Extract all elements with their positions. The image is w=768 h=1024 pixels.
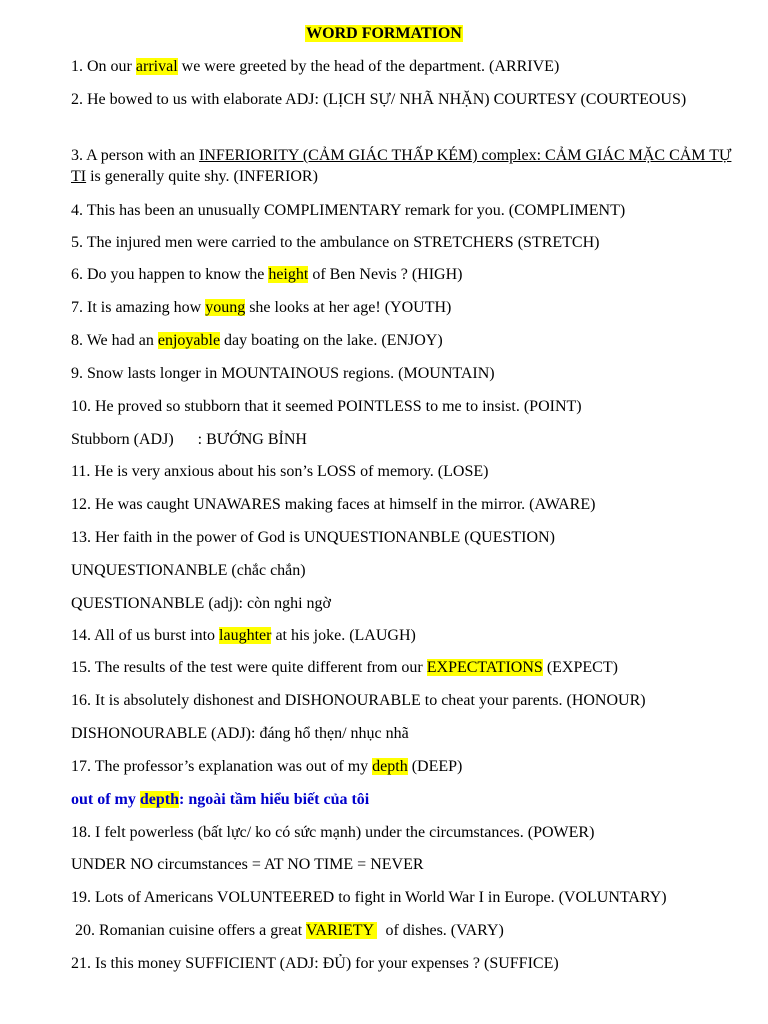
exercise-item-3: 3. A person with an INFERIORITY (CẢM GIÁC THẤP KÉM) complex: CẢM GIÁC MẶC CẢM TỰ TI is generally quite shy. (INFERIOR) <box>71 147 732 185</box>
exercise-item-8: 8. We had an enjoyable day boating on the lake. (ENJOY) <box>71 332 443 349</box>
exercise-item-9: 9. Snow lasts longer in MOUNTAINOUS regions. (MOUNTAIN) <box>71 365 495 382</box>
exercise-item-20: 20. Romanian cuisine offers a great VARIETY of dishes. (VARY) <box>71 922 504 939</box>
answer-highlight: height <box>268 266 309 283</box>
answer-highlight: arrival <box>135 58 178 75</box>
answer-highlight: depth <box>372 758 408 775</box>
exercise-item-4: 4. This has been an unusually COMPLIMENTARY remark for you. (COMPLIMENT) <box>71 202 626 219</box>
exercise-item-13: 13. Her faith in the power of God is UNQUESTIONANBLE (QUESTION) <box>71 529 555 546</box>
exercise-item-7: 7. It is amazing how young she looks at her age! (YOUTH) <box>71 299 452 316</box>
vocab-note-questionable: QUESTIONANBLE (adj): còn nghi ngờ <box>71 595 331 612</box>
exercise-item-18: 18. I felt powerless (bất lực/ ko có sức mạnh) under the circumstances. (POWER) <box>71 824 595 841</box>
vocab-note-dishonourable: DISHONOURABLE (ADJ): đáng hổ thẹn/ nhục nhã <box>71 725 409 742</box>
exercise-item-2: 2. He bowed to us with elaborate ADJ: (LỊCH SỰ/ NHÃ NHẶN) COURTESY (COURTEOUS) <box>71 91 687 108</box>
exercise-item-14: 14. All of us burst into laughter at his joke. (LAUGH) <box>71 627 416 644</box>
exercise-item-12: 12. He was caught UNAWARES making faces at himself in the mirror. (AWARE) <box>71 496 596 513</box>
answer-highlight: depth <box>139 791 180 808</box>
exercise-item-15: 15. The results of the test were quite different from our EXPECTATIONS (EXPECT) <box>71 659 618 676</box>
answer-highlight: enjoyable <box>157 332 221 349</box>
exercise-item-6: 6. Do you happen to know the height of Ben Nevis ? (HIGH) <box>71 266 463 283</box>
answer-underlined: INFERIORITY (CẢM GIÁC THẤP KÉM) complex: CẢM GIÁC MẶC CẢM TỰ TI <box>71 147 732 185</box>
exercise-item-11: 11. He is very anxious about his son’s LOSS of memory. (LOSE) <box>71 463 489 480</box>
vocab-note-circumstances: UNDER NO circumstances = AT NO TIME = NEVER <box>71 856 424 873</box>
exercise-item-5: 5. The injured men were carried to the ambulance on STRETCHERS (STRETCH) <box>71 234 600 251</box>
exercise-item-1: 1. On our arrival we were greeted by the head of the department. (ARRIVE) <box>71 58 560 75</box>
page-title: WORD FORMATION <box>306 25 462 42</box>
idiom-note-depth: out of my depth: ngoài tầm hiểu biết của tôi <box>71 791 370 808</box>
answer-highlight: EXPECTATIONS <box>426 659 543 676</box>
exercise-item-17: 17. The professor’s explanation was out of my depth (DEEP) <box>71 758 463 775</box>
answer-highlight: young <box>205 299 246 316</box>
exercise-item-21: 21. Is this money SUFFICIENT (ADJ: ĐỦ) for your expenses ? (SUFFICE) <box>71 955 559 972</box>
vocab-note-unquestionable: UNQUESTIONANBLE (chắc chắn) <box>71 562 306 579</box>
exercise-item-19: 19. Lots of Americans VOLUNTEERED to fight in World War I in Europe. (VOLUNTARY) <box>71 889 667 906</box>
vocab-note-stubborn: Stubborn (ADJ) : BƯỚNG BỈNH <box>71 431 307 448</box>
answer-highlight: laughter <box>219 627 272 644</box>
exercise-item-10: 10. He proved so stubborn that it seemed POINTLESS to me to insist. (POINT) <box>71 398 582 415</box>
answer-highlight: VARIETY <box>305 922 378 939</box>
exercise-item-16: 16. It is absolutely dishonest and DISHONOURABLE to cheat your parents. (HONOUR) <box>71 692 646 709</box>
